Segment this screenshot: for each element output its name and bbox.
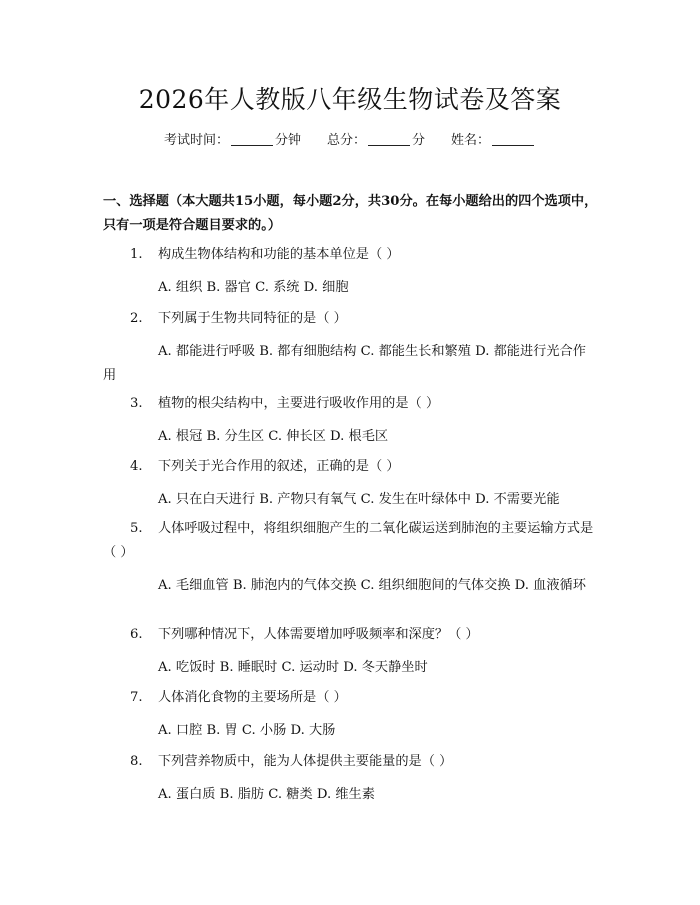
question-stem: 构成生物体结构和功能的基本单位是（ ） — [158, 247, 400, 262]
question-options: A. 根冠 B. 分生区 C. 伸长区 D. 根毛区 — [158, 429, 389, 444]
question-stem: 人体呼吸过程中，将组织细胞产生的二氧化碳运送到肺泡的主要运输方式是（ ） — [103, 521, 594, 560]
score-blank — [368, 133, 410, 146]
question-options: A. 口腔 B. 胃 C. 小肠 D. 大肠 — [158, 723, 336, 738]
score-unit: 分 — [412, 133, 426, 148]
question-3 — [103, 392, 598, 449]
question-number: 6. — [130, 627, 143, 642]
question-6 — [103, 623, 598, 680]
exam-info-line — [0, 132, 700, 150]
question-stem: 人体消化食物的主要场所是（ ） — [158, 690, 347, 705]
question-number: 2. — [130, 311, 143, 326]
question-options: A. 组织 B. 器官 C. 系统 D. 细胞 — [158, 280, 349, 295]
question-options: A. 只在白天进行 B. 产物只有氧气 C. 发生在叶绿体中 D. 不需要光能 — [158, 492, 560, 507]
question-stem: 植物的根尖结构中，主要进行吸收作用的是（ ） — [158, 396, 440, 411]
question-number: 4. — [130, 459, 143, 474]
question-7 — [103, 686, 598, 743]
question-options: A. 蛋白质 B. 脂肪 C. 糖类 D. 维生素 — [158, 787, 375, 802]
question-number: 7. — [130, 690, 143, 705]
question-number: 3. — [130, 396, 143, 411]
question-stem: 下列哪种情况下，人体需要增加呼吸频率和深度？（ ） — [158, 627, 479, 642]
section-heading: 一、选择题（本大题共15小题，每小题2分，共30分。在每小题给出的四个选项中，只有一项是符合题目要求的。） — [103, 194, 598, 233]
question-4 — [103, 455, 598, 512]
score-label: 总分： — [326, 133, 366, 148]
question-number: 8. — [130, 754, 143, 769]
document-title: 2026年人教版八年级生物试卷及答案 — [138, 85, 562, 114]
question-1 — [103, 243, 598, 300]
question-stem: 下列属于生物共同特征的是（ ） — [158, 311, 347, 326]
name-label: 姓名： — [451, 133, 491, 148]
question-number: 5. — [130, 521, 143, 536]
question-stem: 下列关于光合作用的叙述，正确的是（ ） — [158, 459, 400, 474]
time-blank — [231, 133, 273, 146]
question-options: A. 毛细血管 B. 肺泡内的气体交换 C. 组织细胞间的气体交换 D. 血液循环 — [158, 578, 586, 593]
question-number: 1. — [130, 247, 143, 262]
time-label: 考试时间： — [163, 133, 229, 148]
question-options: A. 吃饭时 B. 睡眠时 C. 运动时 D. 冬天静坐时 — [158, 660, 428, 675]
time-unit: 分钟 — [274, 133, 301, 148]
question-2 — [103, 307, 598, 388]
question-options: A. 都能进行呼吸 B. 都有细胞结构 C. 都能生长和繁殖 D. 都能进行光合作用 — [103, 344, 586, 383]
question-8 — [103, 750, 598, 807]
name-blank — [492, 133, 534, 146]
question-stem: 下列营养物质中，能为人体提供主要能量的是（ ） — [158, 754, 453, 769]
question-5 — [103, 517, 598, 598]
